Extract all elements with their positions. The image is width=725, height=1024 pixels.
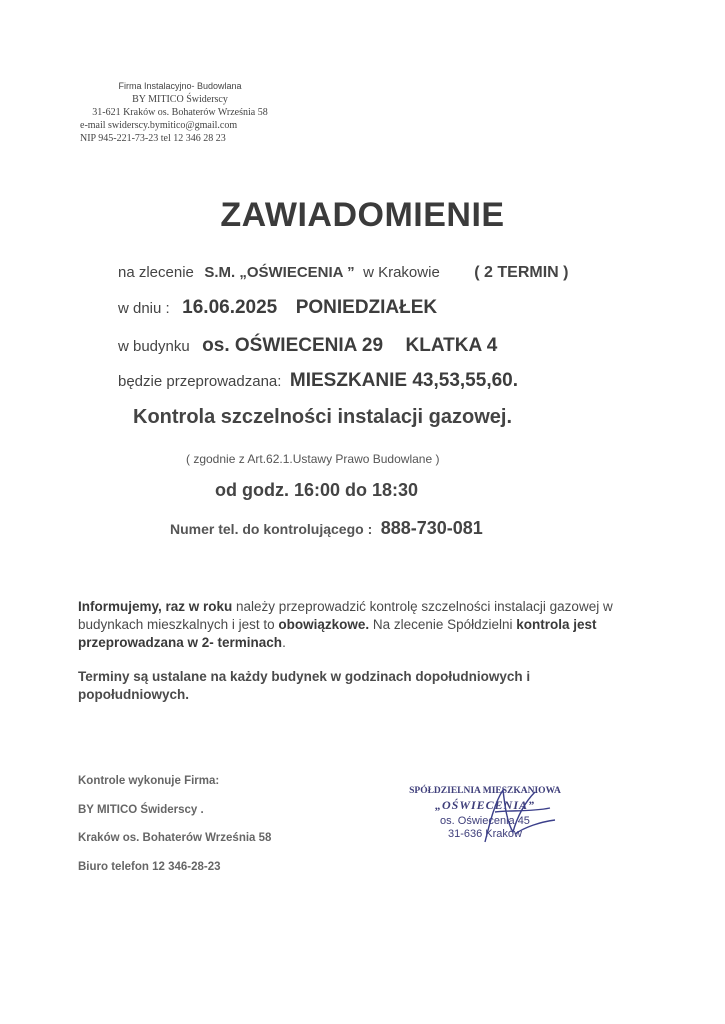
legal-basis: ( zgodnie z Art.62.1.Ustawy Prawo Budowlane ) [186,452,440,466]
order-client: S.M. „OŚWIECENIA ” [204,264,355,281]
apartments-prefix: będzie przeprowadzana: [118,373,282,390]
apartments-line [118,370,518,392]
info-bold: kontrola jest przeprowadzana w 2- terminach [78,617,597,650]
date-prefix: w dniu : [118,300,170,317]
signature-icon [455,782,565,852]
info-text: . [282,635,286,650]
order-term: ( 2 TERMIN ) [474,264,569,281]
order-prefix: na zlecenie [118,264,194,281]
footer-line: BY MITICO Świderscy . [78,804,204,816]
letterhead-line: BY MITICO Świderscy [132,94,228,105]
company-letterhead [80,80,280,145]
stamp-line: „OŚWIECENIA” [434,798,536,812]
info-bold: Informujemy, raz w roku [78,599,233,614]
info-paragraph-1 [78,598,638,652]
letterhead-line: 31-621 Kraków os. Bohaterów Września 58 [92,107,268,118]
building-prefix: w budynku [118,338,190,355]
stamp-line: 31-636 Kraków [448,828,522,840]
footer-line: Biuro telefon 12 346-28-23 [78,861,221,873]
date-value: 16.06.2025 [182,297,278,318]
stamp-line: SPÓŁDZIELNIA MIESZKANIOWA [409,786,561,796]
info-bold: obowiązkowe. [278,617,370,632]
date-day: PONIEDZIAŁEK [295,297,438,318]
document-title: ZAWIADOMIENIE [220,196,505,234]
order-line [118,264,568,282]
apartments-value: MIESZKANIE 43,53,55,60. [289,370,519,391]
inspection-hours: od godz. 16:00 do 18:30 [215,480,419,500]
letterhead-email: e-mail swiderscy.bymitico@gmail.com [80,120,238,131]
date-line [118,297,437,319]
building-address: os. OŚWIECENIA 29 [202,335,384,356]
building-stairwell: KLATKA 4 [405,335,498,356]
phone-label: Numer tel. do kontrolującego : [170,521,373,537]
order-suffix: w Krakowie [363,264,440,281]
info-text: należy przeprowadzić kontrolę szczelności instalacji gazowej w budynkach mieszkalnych i jest to [78,599,613,632]
inspection-subject: Kontrola szczelności instalacji gazowej. [133,406,512,428]
letterhead-line: Firma Instalacyjno- Budowlana [118,81,242,91]
stamp-line: os. Oświecenia 45 [440,815,530,827]
info-text: Na zlecenie Spółdzielni [369,617,517,632]
phone-line [170,518,483,539]
phone-value: 888-730-081 [380,518,483,538]
footer-line: Kontrole wykonuje Firma: [78,775,220,787]
footer-line: Kraków os. Bohaterów Września 58 [78,832,272,844]
letterhead-nip: NIP 945-221-73-23 tel 12 346 28 23 [80,133,226,144]
building-line [118,335,497,357]
info-paragraph-2: Terminy są ustalane na każdy budynek w godzinach dopołudniowych i popołudniowych. [78,669,531,702]
